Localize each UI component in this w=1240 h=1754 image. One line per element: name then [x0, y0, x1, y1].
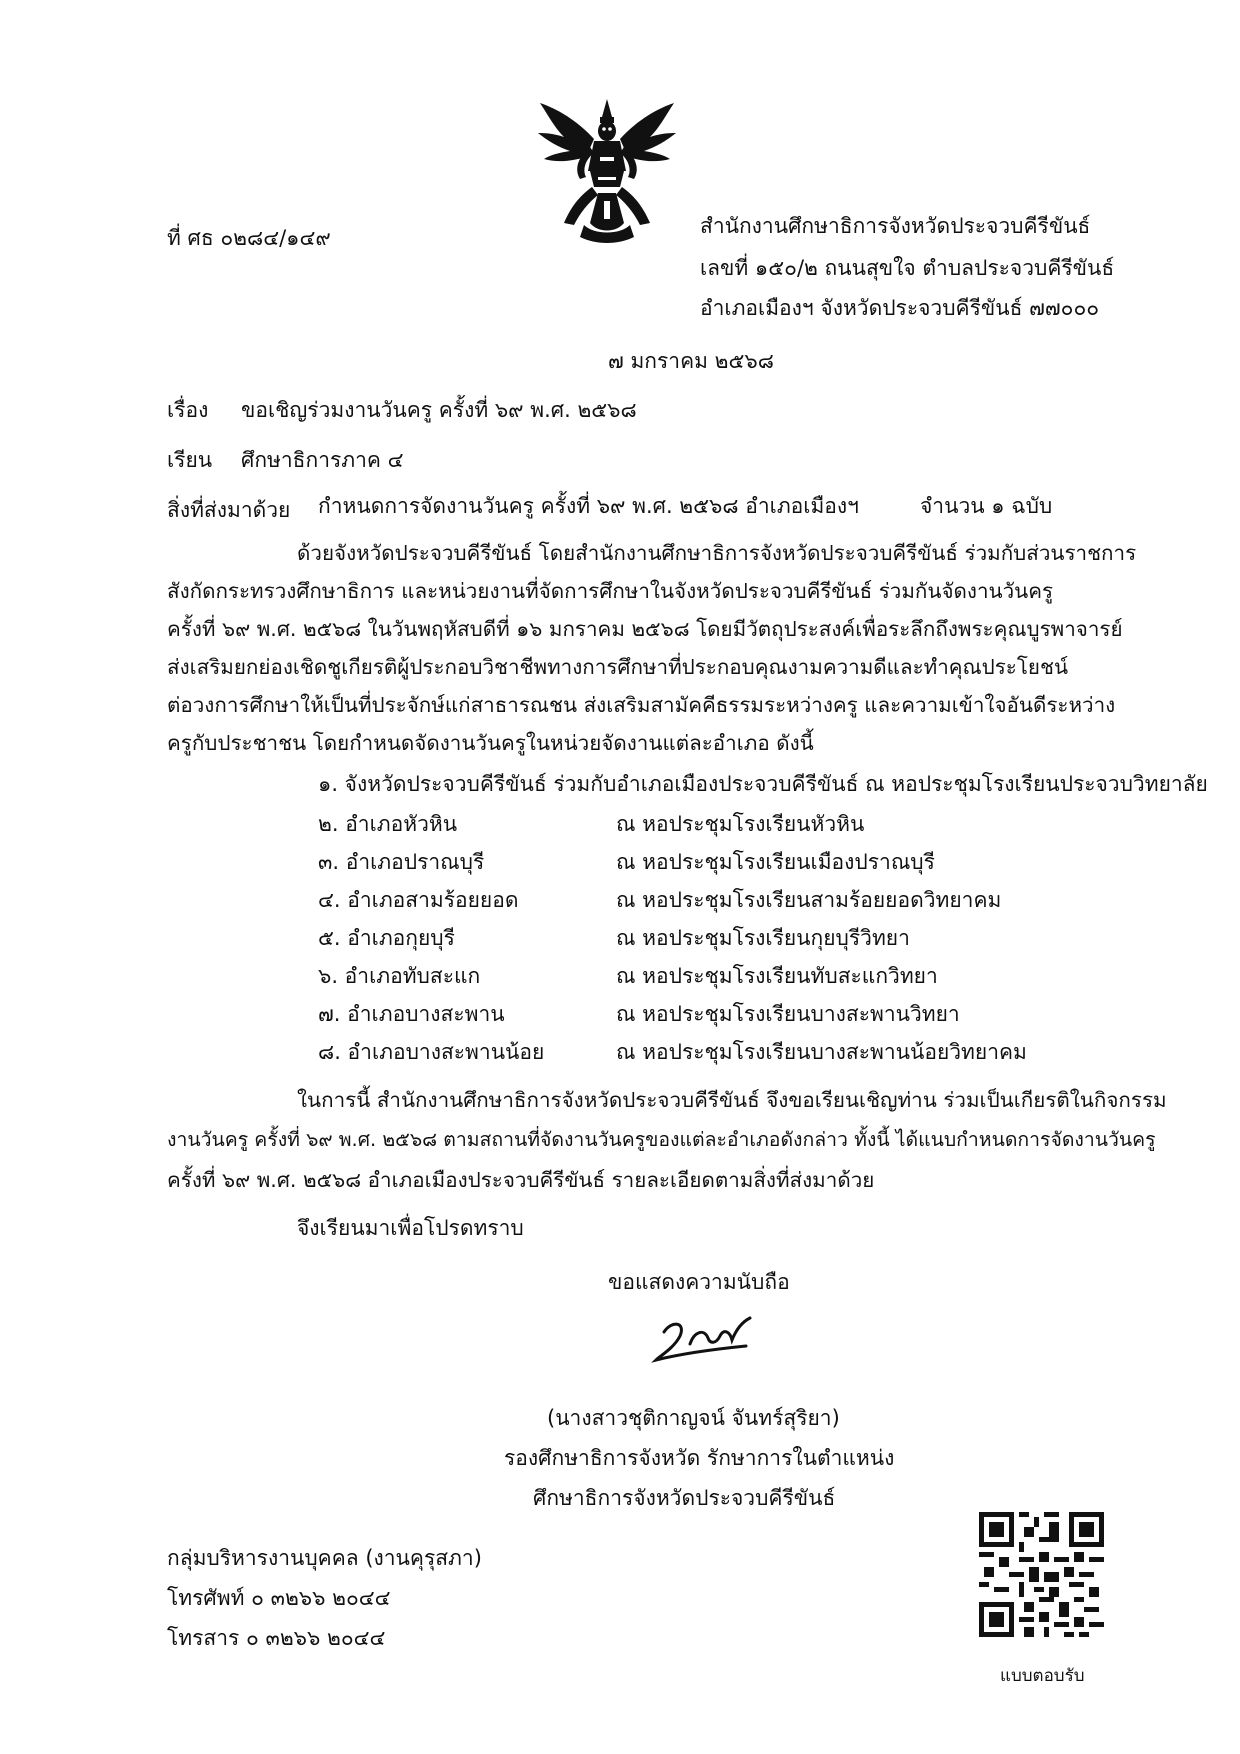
subject-text: ขอเชิญร่วมงานวันครู ครั้งที่ ๖๙ พ.ศ. ๒๕๖๘ [241, 398, 637, 422]
location-item-1: ๑. จังหวัดประจวบคีรีขันธ์ ร่วมกับอำเภอเมืองประจวบคีรีขันธ์ ณ หอประชุมโรงเรียนประจวบวิทยาลัย [318, 772, 1208, 796]
qr-code[interactable] [979, 1512, 1104, 1637]
recipient-text: ศึกษาธิการภาค ๔ [241, 448, 404, 472]
paragraph-line: ในการนี้ สำนักงานศึกษาธิการจังหวัดประจวบคีรีขันธ์ จึงขอเรียนเชิญท่าน ร่วมเป็นเกียรติในกิจกรรม [297, 1088, 1167, 1112]
location-venue: ณ หอประชุมโรงเรียนกุยบุรีวิทยา [616, 926, 910, 950]
signer-name: (นางสาวชุติกาญจน์ จันทร์สุริยา) [547, 1406, 840, 1430]
location-venue: ณ หอประชุมโรงเรียนสามร้อยยอดวิทยาคม [616, 888, 1002, 912]
location-venue: ณ หอประชุมโรงเรียนเมืองปราณบุรี [616, 850, 935, 874]
footer-fax: โทรสาร ๐ ๓๒๖๖ ๒๐๔๔ [167, 1626, 386, 1650]
location-district: ๖. อำเภอทับสะแก [318, 964, 481, 988]
subject-label: เรื่อง [167, 398, 209, 422]
regards: ขอแสดงความนับถือ [608, 1270, 790, 1294]
document-number: ที่ ศธ ๐๒๘๔/๑๔๙ [167, 226, 331, 250]
garuda-emblem [534, 97, 680, 243]
body-paragraph-2 [167, 1080, 1167, 1200]
paragraph-line: ด้วยจังหวัดประจวบคีรีขันธ์ โดยสำนักงานศึกษาธิการจังหวัดประจวบคีรีขันธ์ ร่วมกับส่วนราชการ [297, 541, 1137, 565]
qr-caption: แบบตอบรับ [1000, 1666, 1085, 1686]
closing-request: จึงเรียนมาเพื่อโปรดทราบ [297, 1216, 524, 1240]
agency-district: อำเภอเมืองฯ จังหวัดประจวบคีรีขันธ์ ๗๗๐๐๐ [700, 296, 1100, 320]
agency-name: สำนักงานศึกษาธิการจังหวัดประจวบคีรีขันธ์ [700, 214, 1091, 238]
enclosure-text: กำหนดการจัดงานวันครู ครั้งที่ ๖๙ พ.ศ. ๒๕๖๘ อำเภอเมืองฯ [318, 494, 859, 518]
document-date: ๗ มกราคม ๒๕๖๘ [608, 349, 774, 373]
location-venue: ณ หอประชุมโรงเรียนบางสะพานวิทยา [616, 1002, 960, 1026]
location-district: ๘. อำเภอบางสะพานน้อย [318, 1040, 545, 1064]
agency-address: เลขที่ ๑๕๐/๒ ถนนสุขใจ ตำบลประจวบคีรีขันธ์ [700, 256, 1115, 280]
signer-position: ศึกษาธิการจังหวัดประจวบคีรีขันธ์ [533, 1486, 836, 1510]
location-venue: ณ หอประชุมโรงเรียนทับสะแกวิทยา [616, 964, 938, 988]
location-district: ๓. อำเภอปราณบุรี [318, 850, 485, 874]
location-district: ๗. อำเภอบางสะพาน [318, 1002, 505, 1026]
footer-phone: โทรศัพท์ ๐ ๓๒๖๖ ๒๐๔๔ [167, 1586, 391, 1610]
signer-title: รองศึกษาธิการจังหวัด รักษาการในตำแหน่ง [504, 1446, 895, 1470]
handwritten-signature [650, 1310, 760, 1370]
paragraph-line: สังกัดกระทรวงศึกษาธิการ และหน่วยงานที่จัดการศึกษาในจังหวัดประจวบคีรีขันธ์ ร่วมกันจัดงานวันครู [167, 579, 1054, 603]
location-venue: ณ หอประชุมโรงเรียนบางสะพานน้อยวิทยาคม [616, 1040, 1027, 1064]
paragraph-line: งานวันครู ครั้งที่ ๖๙ พ.ศ. ๒๕๖๘ ตามสถานที่จัดงานวันครูของแต่ละอำเภอดังกล่าว ทั้งนี้ ได้แนบกำหนดการจัดงานวันครู [167, 1128, 1156, 1151]
enclosure-quantity: จำนวน ๑ ฉบับ [920, 494, 1053, 518]
body-paragraph-1 [167, 534, 1137, 762]
paragraph-line: ครั้งที่ ๖๙ พ.ศ. ๒๕๖๘ ในวันพฤหัสบดีที่ ๑๖ มกราคม ๒๕๖๘ โดยมีวัตถุประสงค์เพื่อระลึกถึงพระคุณบูรพาจารย์ [167, 617, 1123, 641]
paragraph-line: ต่อวงการศึกษาให้เป็นที่ประจักษ์แก่สาธารณชน ส่งเสริมสามัคคีธรรมระหว่างครู และความเข้าใจอันดีระหว่าง [167, 693, 1116, 717]
paragraph-line: ส่งเสริมยกย่องเชิดชูเกียรติผู้ประกอบวิชาชีพทางการศึกษาที่ประกอบคุณงามความดีและทำคุณประโยชน์ [167, 655, 1069, 679]
paragraph-line: ครั้งที่ ๖๙ พ.ศ. ๒๕๖๘ อำเภอเมืองประจวบคีรีขันธ์ รายละเอียดตามสิ่งที่ส่งมาด้วย [167, 1168, 875, 1192]
location-district: ๕. อำเภอกุยบุรี [318, 926, 455, 950]
enclosure-label: สิ่งที่ส่งมาด้วย [167, 498, 291, 522]
location-district: ๒. อำเภอหัวหิน [318, 812, 458, 836]
location-district: ๔. อำเภอสามร้อยยอด [318, 888, 519, 912]
recipient-label: เรียน [167, 448, 213, 472]
footer-department: กลุ่มบริหารงานบุคคล (งานคุรุสภา) [167, 1546, 482, 1570]
location-venue: ณ หอประชุมโรงเรียนหัวหิน [616, 812, 865, 836]
paragraph-line: ครูกับประชาชน โดยกำหนดจัดงานวันครูในหน่วยจัดงานแต่ละอำเภอ ดังนี้ [167, 731, 814, 755]
